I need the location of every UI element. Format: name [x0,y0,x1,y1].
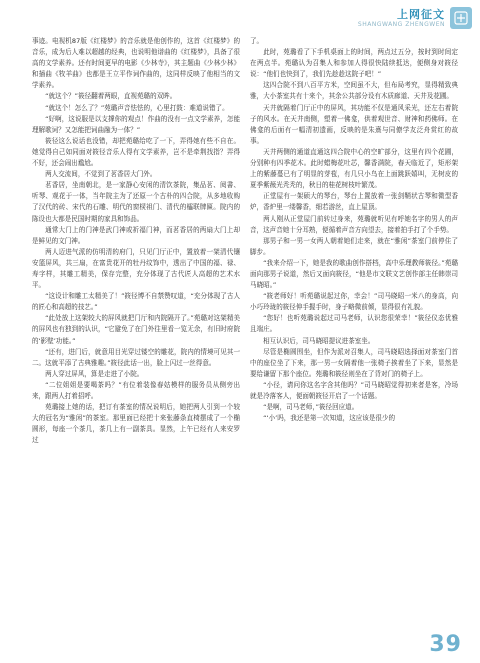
section-subtitle: SHANGWANG ZHENGWEN [357,20,445,28]
section-title: 上网征文 [397,7,445,21]
left-text-column [32,36,240,626]
section-header [358,0,472,36]
paragraph: “二位姐姐是要喝茶吗？”有位着装像春姑模样的服务员从侧旁出来，跟两人打着招呼。 [32,380,240,400]
paragraph: “小径，请问你这名字含其他吗？”司马晓昭觉得初来者是客，冷场就是冷落客人，便面朝筱径开启了一个话题。 [250,380,458,400]
paragraph: “我来介绍一下，她是我的歌曲创作搭档，高中乐理教师筱径。”苑璐面向那男子说道，然后又面向筱径，“他是市文联文艺创作部主任韩崇司马晓昭。” [250,258,458,290]
paragraph: “是啊，司马老师，”筱径回应道。 [263,403,359,412]
section-title-block [358,8,445,29]
paragraph: 那男子和一男一女两人朝着她们走来，就在“雅闲”茶室门前停住了脚步。 [250,236,458,256]
paragraph: “这设计和雕工太精美了！”筱径博不自禁赞叹道，“充分体现了古人的匠心和高超的技艺。” [32,292,240,312]
paragraph: 正堂屋有一架硕大的琴台，琴台上置放着一张剑鞘状古琴和微型香炉，香炉里一缕馨香，细若游丝，直上屋顶。 [250,192,458,212]
paragraph: “就这个！怎么了？”苑璐声音怯怯的，心里打鼓：难道说错了。 [45,103,229,112]
right-text-column [250,36,458,626]
paragraph: “好啊，这说服是以支撑你的观点！作曲的没有一点文学素养，怎能理解歌词？又怎能把词曲融为一体？” [32,114,240,134]
decorative-badge-icon [450,7,472,29]
paragraph: 苑璐接上她的话，把订有茶室的情况说明后，她把两人引到一个较大的冠名为“雅闲”的茶室。那里面已经把十来张藤条直椅摆成了一个椭圆形，每座一个茶几，茶几上有一副茶具。显然，上午已经有人来安罗过 [32,403,240,445]
paragraph: “此处放上这架较大的屏风就把门厅和内院隔开了。”苑璐对这架精美的屏风也有独到的认识，“它避免了在门外往里看一览无余，有旧时府院的‘影壁’功能。” [32,314,240,345]
paragraph: 相互认识后，司马晓昭提议进茶室坐。 [263,336,375,345]
paragraph: 了。 [250,37,264,45]
ornament-icon [453,10,469,26]
paragraph: “您好！也听苑璐说起过司马老师，认识您很荣幸！”筱径仪态优雅且端庄。 [250,314,458,334]
paragraph: “还有，进门后，就意用目光穿过镂空的雕花，院内的情境可见其一二。这就平添了古典雅趣。”筱径此话一出，脸上闪过一丝得意。 [32,347,240,367]
paragraph: 通常大门上的门神是武门神或祈福门神，而茗香居的两扇大门上却是鲜见的文门神。 [32,225,240,245]
paragraph: “就这个？”筱径翻着两眼，直视苑璐的双眸。 [45,92,177,101]
paragraph: 两人穿过屏风，算是走进了小院。 [45,369,144,378]
paragraph: 此时，苑璐看了下手机桌面上的时间，两点过五分，按时到时间定在两点半。苑璐认为召集人和参加人得很快陆续抵达，便侧身对筱径说：“他们也快到了，我们先趁趁这院子吧！” [250,48,458,79]
paragraph: 两人刚从正堂屋门前转过身来，苑璐就听见有呼她名字的男人的声音，这声音她十分耳熟，便循着声音方向望去，接着拍手打了个手势。 [250,214,458,234]
paragraph: 尽管是椭圆围坐，但作为派对召集人，司马晓昭选择面对茶室门首中的座位坐了下来，那一男一女隔着他一张椅子挨着坐了下来，显然是要给谦留下那个座位。苑璐和筱径则坐在了背对门的椅子上。 [250,347,458,378]
paragraph: 两人交流间，不觉到了茗香居大门外。 [45,170,157,179]
page-number: 39 [429,632,462,657]
paragraph: 茗香居，坐南朝北，是一家静心安闲的清饮茶院，集品茗、阅書、听琴、观花于一体，当年院主为了还原一个古朴的四合院，从多地收购了汉代的砖、宋代的石雕、明代的窗棂祖门、清代的櫺联牌匾。院内的陈设也大都是民国时期的家具和饰品。 [32,181,240,223]
paragraph: 天井两侧的通道直通这四合院中心的空旷部分，这里有四个花圃，分别种有四季花木。此时蜡梅花吐芯，馨香满院，春天临近了，矩形架上的紫藤蔓已有了明显的芽苞，有几只小鸟在上面跳跃嬉叫，无树皮的夏季紫薇光秃秃的，秋日的桂花树枝叶繁茂。 [250,147,458,190]
paragraph: 事迹。电视机87版《红楼梦》的音乐就是他创作的，这首《红楼梦》的音乐，成为后人难以超越的经典，也说明他谱曲的《红楼梦》，具备了很高的文学素养。还有时间更早的电影《少林寺》，其主题曲《少林少林》和插曲《牧羊曲》也都是王立平作词作曲的，这同样反映了他相当的文学素养。 [32,37,240,90]
paragraph: “筱老师好！听苑璐说起过你，幸会！”司马晓昭一米八的身高，向小巧玲珑的筱径伸手握手时，身子略微前倾，显得很有礼貌。 [250,292,458,312]
paragraph: “‘小’吗，我还是第一次知道，这应该是很少的 [263,414,396,423]
paragraph: 两人迈进气派的仿明清的府门，只见门厅正中，置放着一架清代镶安篮屏风，共三扇，在富贵花开的牡丹纹饰中，透出了中国的福、禄、寿字样，其雕工精美，保存完整，充分体现了古代匠人高超的艺术水平。 [32,247,240,290]
paragraph: 这四合院不到八百平方米，空间虽不大，但布局考究，显得精致典雅，大小茶室共有十来个，其余公共部分设有木质廊道、天井及花圃。 [250,81,458,101]
paragraph: 天井就隔着门厅正中的屏风，其功能不仅是通风采光，还左右着院子的风水。在天井南侧，塑着一佛龛，供着观世音、财神和药佛师。在佛龛的后面有一幅清初遗画，反映的是朱熹与同僚学友泛舟赏红的故事。 [250,103,458,145]
paragraph: 筱径这么说话也没错，却把苑璐给吃了一下，弄得她有些不自在。她觉得自己如同面对筱径音乐人得有文学素养，岂不是牵荆找指？弄得不好，还会闹出尴尬。 [32,136,240,168]
